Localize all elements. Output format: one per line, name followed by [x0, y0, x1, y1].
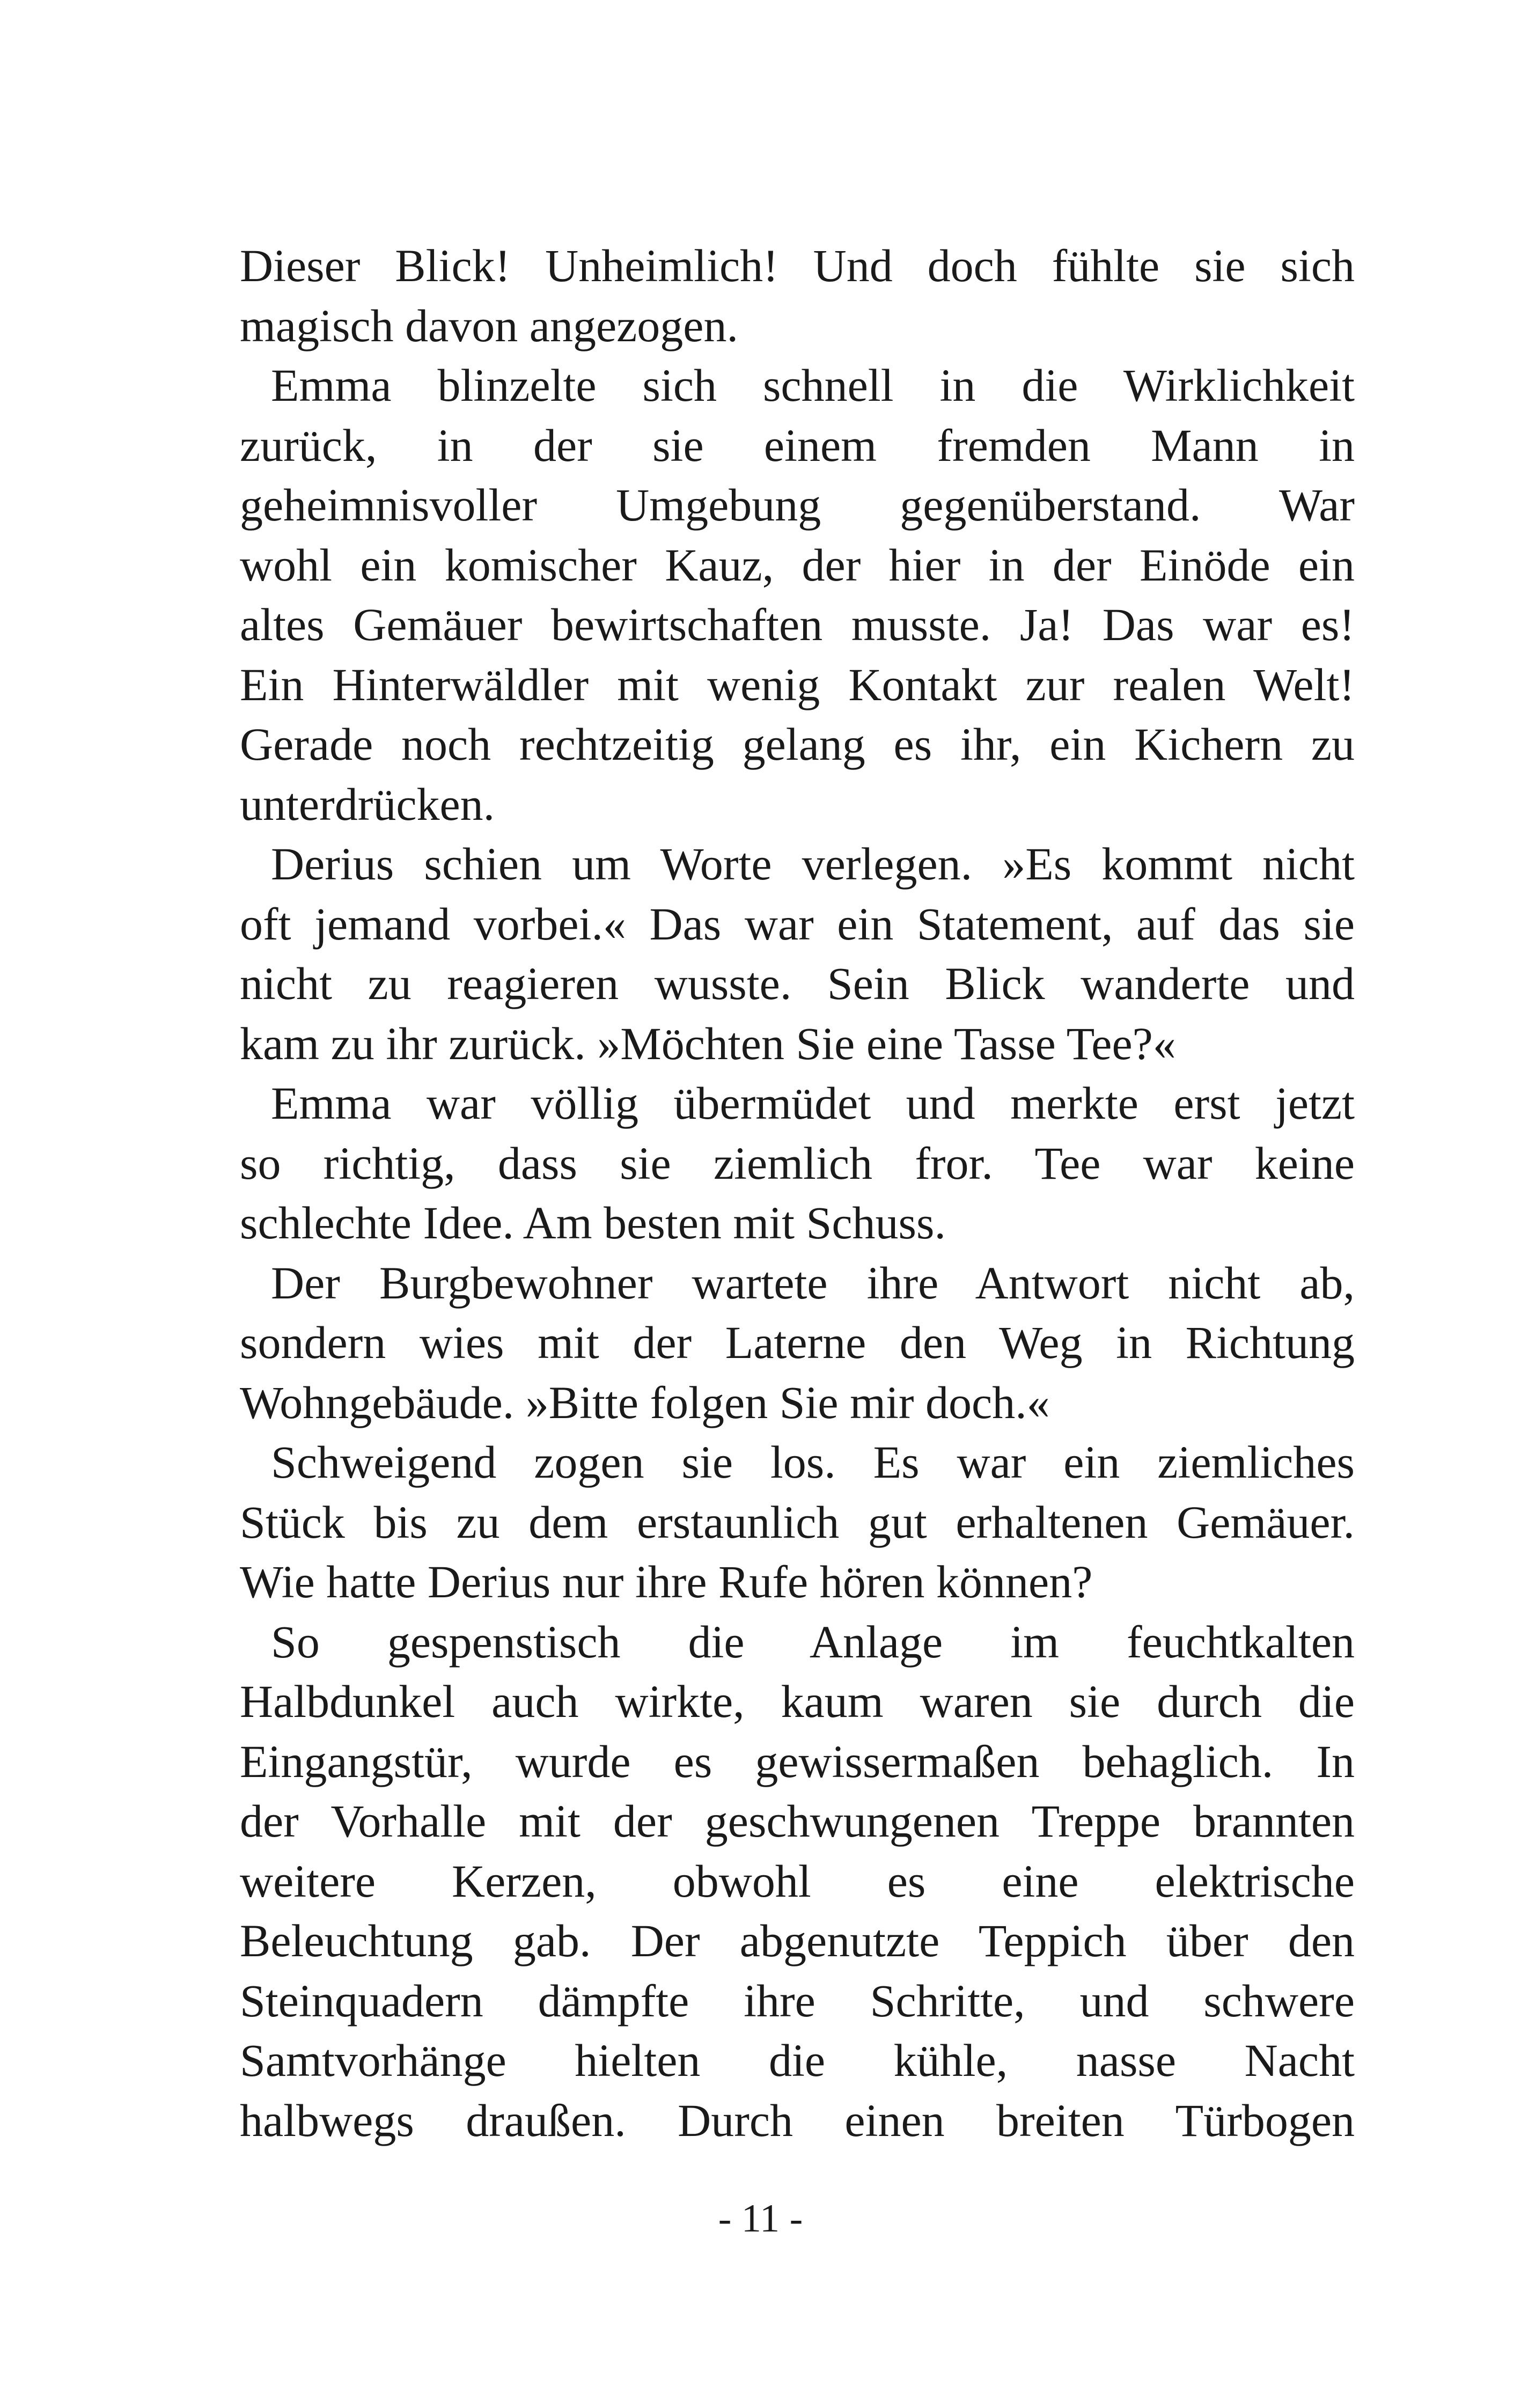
text-line: kam zu ihr zurück. »Möchten Sie eine Tasse Tee?« — [240, 1017, 1176, 1069]
text-line: der Vorhalle mit der geschwungenen Treppe brannten — [240, 1795, 1355, 1847]
paragraph-first-line: Schweigend zogen sie los. Es war ein ziemliches — [271, 1436, 1355, 1488]
text-line: halbwegs draußen. Durch einen breiten Türbogen — [240, 2094, 1355, 2146]
text-line: Ein Hinterwäldler mit wenig Kontakt zur realen Welt! — [240, 658, 1355, 710]
text-line: Steinquadern dämpfte ihre Schritte, und schwere — [240, 1974, 1355, 2027]
text-line: Eingangstür, wurde es gewissermaßen behaglich. In — [240, 1735, 1355, 1787]
paragraph-first-line: Emma blinzelte sich schnell in die Wirklichkeit — [271, 359, 1355, 411]
body-text — [240, 236, 1355, 2150]
text-line: Samtvorhänge hielten die kühle, nasse Nacht — [240, 2035, 1355, 2086]
text-line: Halbdunkel auch wirkte, kaum waren sie durch die — [240, 1676, 1355, 1727]
text-line: altes Gemäuer bewirtschaften musste. Ja! Das war es! — [240, 599, 1355, 650]
text-line: zurück, in der sie einem fremden Mann in — [240, 419, 1355, 471]
text-line: magisch davon angezogen. — [240, 299, 738, 351]
text-line: Wohngebäude. »Bitte folgen Sie mir doch.« — [240, 1376, 1050, 1428]
text-line: Stück bis zu dem erstaunlich gut erhaltenen Gemäuer. — [240, 1496, 1355, 1548]
text-line: wohl ein komischer Kauz, der hier in der Einöde ein — [240, 539, 1355, 591]
paragraph-first-line: Der Burgbewohner wartete ihre Antwort nicht ab, — [271, 1257, 1355, 1309]
text-line: oft jemand vorbei.« Das war ein Statement, auf das sie — [240, 898, 1355, 950]
text-line: schlechte Idee. Am besten mit Schuss. — [240, 1197, 946, 1249]
text-line: Wie hatte Derius nur ihre Rufe hören können? — [240, 1556, 1093, 1607]
text-line: geheimnisvoller Umgebung gegenüberstand. War — [240, 479, 1355, 531]
paragraph-first-line: So gespenstisch die Anlage im feuchtkalten — [271, 1616, 1355, 1668]
page-number: - 11 - — [718, 2197, 803, 2241]
text-line: nicht zu reagieren wusste. Sein Blick wanderte und — [240, 958, 1355, 1009]
text-line: so richtig, dass sie ziemlich fror. Tee war keine — [240, 1137, 1355, 1189]
text-line: Dieser Blick! Unheimlich! Und doch fühlte sie sich — [240, 240, 1355, 291]
text-line: Beleuchtung gab. Der abgenutzte Teppich über den — [240, 1915, 1355, 1966]
text-line: sondern wies mit der Laterne den Weg in Richtung — [240, 1317, 1355, 1368]
text-line: Gerade noch rechtzeitig gelang es ihr, ein Kichern zu — [240, 718, 1355, 770]
text-line: weitere Kerzen, obwohl es eine elektrische — [240, 1855, 1355, 1907]
paragraph-first-line: Derius schien um Worte verlegen. »Es kommt nicht — [271, 838, 1355, 890]
text-line: unterdrücken. — [240, 778, 495, 830]
paragraph-first-line: Emma war völlig übermüdet und merkte erst jetzt — [271, 1077, 1355, 1129]
